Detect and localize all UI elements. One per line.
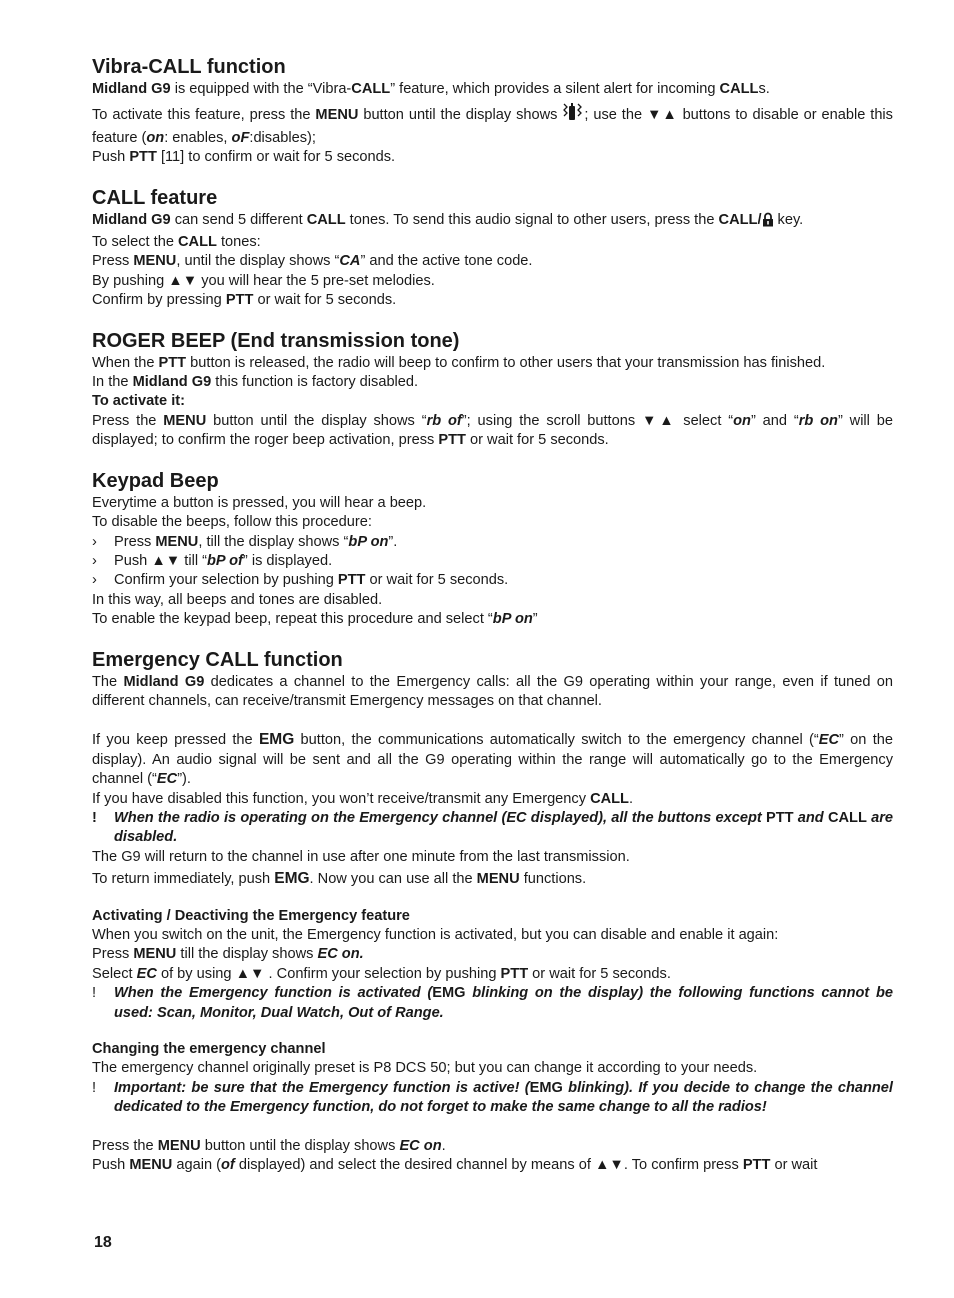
emergency-paragraph-2: If you keep pressed the EMG button, the communications automatically switch to the emergency channel (“EC” on the display). An audio signal will be sent and all the G9 operating within the range will automatically go to the Emergency channel (“EC”). [92,731,893,788]
lock-icon [762,212,774,233]
roger-paragraph-2: In the Midland G9 this function is factory disabled. [92,374,419,391]
activating-paragraph-1: When you switch on the unit, the Emergency function is activated, but you can disable and enable it again: [92,927,779,943]
roger-paragraph-4: Press the MENU button until the display shows “rb of”; using the scroll buttons ▼▲ select “on” and “rb on” will be displayed; to confirm the roger beep activation, press PTT or wait for 5 seconds. [92,412,893,449]
section-call-feature [92,185,893,311]
emergency-paragraph-3: If you have disabled this function, you won’t receive/transmit any Emergency CALL. [92,790,634,807]
subheading-changing: Changing the emergency channel [92,1041,326,1058]
vibra-paragraph-2: To activate this feature, press the MENU button until the display shows ; use the ▼▲ buttons to disable or enable this feature (on: enables, oF:disables); [92,102,893,148]
emergency-paragraph-5: To return immediately, push EMG. Now you can use all the MENU functions. [92,870,587,888]
changing-paragraph-2: Press the MENU button until the display shows EC on. [92,1137,446,1154]
section-emergency-call [92,647,893,890]
call-paragraph-4: By pushing ▲▼ you will hear the 5 pre-set melodies. [92,272,435,289]
emergency-paragraph-1: The Midland G9 dedicates a channel to the Emergency calls: all the G9 operating within your range, even if tuned on different channels, can receive/transmit Emergency messages on that channel. [92,673,893,709]
warning-note: ! When the Emergency function is activated (EMG blinking on the display) the following functions cannot be used: Scan, Monitor, Dual Watch, Out of Range. [92,985,893,1021]
list-item: › Press MENU, till the display shows “bP on”. [92,533,398,550]
keypad-paragraph-3: In this way, all beeps and tones are disabled. [92,591,383,608]
list-item: › Confirm your selection by pushing PTT or wait for 5 seconds. [92,572,509,589]
changing-paragraph-1: The emergency channel originally preset is P8 DCS 50; but you can change it according to your needs. [92,1060,758,1077]
list-item: › Push ▲▼ till “bP of” is displayed. [92,552,333,569]
subheading-activating: Activating / Deactiving the Emergency feature [92,907,410,924]
manual-page [92,54,893,1175]
emergency-paragraph-4: The G9 will return to the channel in use after one minute from the last transmission. [92,848,630,865]
vibra-paragraph-1: Midland G9 is equipped with the “Vibra-CALL” feature, which provides a silent alert for incoming CALLs. [92,81,770,97]
heading-vibra-call: Vibra-CALL function [92,56,286,78]
activating-paragraph-3: Select EC of by using ▲▼ . Confirm your selection by pushing PTT or wait for 5 seconds. [92,965,671,982]
roger-activate-label: To activate it: [92,393,185,410]
heading-call-feature: CALL feature [92,186,218,209]
warning-note: ! Important: be sure that the Emergency function is active! (EMG blinking). If you decide to change the channel dedicated to the Emergency function, do not forget to make the same change to all the radios! [92,1079,893,1116]
vibrate-icon [562,102,584,128]
section-roger-beep [92,328,893,451]
call-paragraph-2: To select the CALL tones: [92,234,261,251]
call-paragraph-1: Midland G9 can send 5 different CALL tones. To send this audio signal to other users, press the CALL/ key. [92,211,893,233]
heading-keypad-beep: Keypad Beep [92,469,219,492]
section-changing-channel [92,1040,893,1175]
call-paragraph-3: Press MENU, until the display shows “CA” and the active tone code. [92,253,533,270]
changing-paragraph-3: Push MENU again (of displayed) and select the desired channel by means of ▲▼. To confirm press PTT or wait [92,1157,818,1174]
heading-roger-beep: ROGER BEEP (End transmission tone) [92,329,460,352]
section-keypad-beep [92,468,893,630]
warning-note: ! When the radio is operating on the Emergency channel (EC displayed), all the buttons except PTT and CALL are disabled. [92,809,894,846]
heading-emergency-call: Emergency CALL function [92,648,343,671]
roger-paragraph-1: When the PTT button is released, the radio will beep to confirm to other users that your transmission has finished. [92,354,826,371]
call-paragraph-5: Confirm by pressing PTT or wait for 5 seconds. [92,292,397,309]
keypad-paragraph-2: To disable the beeps, follow this procedure: [92,514,372,531]
keypad-paragraph-1: Everytime a button is pressed, you will hear a beep. [92,494,427,511]
page-number: 18 [94,1234,112,1251]
section-vibra-call [92,54,893,168]
keypad-paragraph-4: To enable the keypad beep, repeat this procedure and select “bP on” [92,611,538,628]
section-activating-emergency [92,907,893,1023]
vibra-paragraph-3: Push PTT [11] to confirm or wait for 5 seconds. [92,149,396,166]
activating-paragraph-2: Press MENU till the display shows EC on. [92,946,364,963]
